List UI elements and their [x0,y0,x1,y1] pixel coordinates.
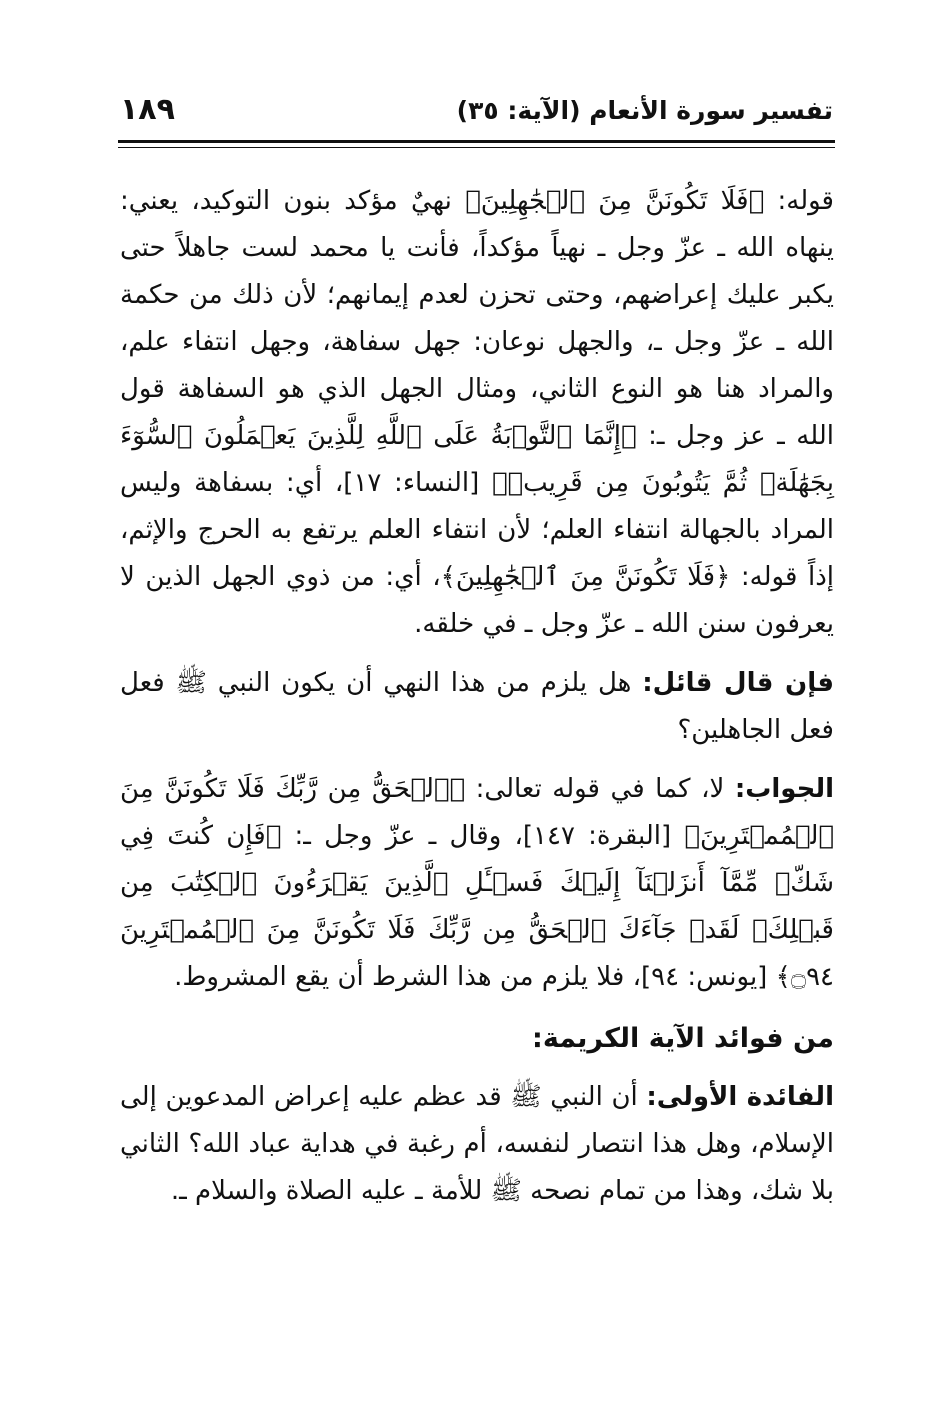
page-body [120,178,834,1215]
running-title: تفسير سورة الأنعام (الآية: ٣٥) [456,96,833,125]
section-heading: من فوائد الآية الكريمة: [532,1023,834,1054]
header-rule-thick [118,140,835,143]
question-text: هل يلزم من هذا النهي أن يكون النبي ﷺ فعل فعل الجاهلين؟ [120,668,834,745]
paragraph-answer [120,766,834,1001]
header-rule-thin [118,147,835,148]
paragraph-question [120,660,834,754]
benefit-lead: الفائدة الأولى: [646,1082,834,1112]
answer-text: لا، كما في قوله تعالى: ﴿ٱلۡحَقُّ مِن رَّبِّكَ فَلَا تَكُونَنَّ مِنَ ٱلۡمُمۡتَرِينَ﴾ [البقرة: ١٤٧]، وقال ـ عزّ وجل ـ: ﴿فَإِن كُنتَ فِي شَكّٖ مِّمَّآ أَنزَلۡنَآ إِلَيۡكَ فَسۡـَٔلِ ٱلَّذِينَ يَقۡرَءُونَ ٱلۡكِتَٰبَ مِن قَبۡلِكَۚ لَقَدۡ جَآءَكَ ٱلۡحَقُّ مِن رَّبِّكَ فَلَا تَكُونَنَّ مِنَ ٱلۡمُمۡتَرِينَ ۝٩٤﴾ [يونس: ٩٤]، فلا يلزم من هذا الشرط أن يقع المشروط. [120,774,834,992]
answer-lead: الجواب: [734,774,834,804]
page-number: ١٨٩ [120,92,175,127]
question-lead: فإن قال قائل: [642,668,834,698]
benefit-text: أن النبي ﷺ قد عظم عليه إعراض المدعوين إلى الإسلام، وهل هذا انتصار لنفسه، أم رغبة في هداية عباد الله؟ الثاني بلا شك، وهذا من تمام نصحه ﷺ للأمة ـ عليه الصلاة والسلام ـ. [120,1082,834,1206]
paragraph-text: قوله: ﴿فَلَا تَكُونَنَّ مِنَ ٱلۡجَٰهِلِينَ﴾ نهيٌ مؤكد بنون التوكيد، يعني: ينهاه الله ـ عزّ وجل ـ نهياً مؤكداً، فأنت يا محمد لست جاهلاً حتى يكبر عليك إعراضهم، وحتى تحزن لعدم إيمانهم؛ لأن ذلك من حكمة الله ـ عزّ وجل ـ، والجهل نوعان: جهل سفاهة، وجهل انتفاء علم، والمراد هنا هو النوع الثاني، ومثال الجهل الذي هو السفاهة قول الله ـ عز وجل ـ: ﴿إِنَّمَا ٱلتَّوۡبَةُ عَلَى ٱللَّهِ لِلَّذِينَ يَعۡمَلُونَ ٱلسُّوٓءَ بِجَهَٰلَةٖ ثُمَّ يَتُوبُونَ مِن قَرِيبٖ﴾ [النساء: ١٧]، أي: بسفاهة وليس المراد بالجهالة انتفاء العلم؛ لأن انتفاء العلم يرتفع به الحرج والإثم، إذاً قوله: ﴿فَلَا تَكُونَنَّ مِنَ ٱلۡجَٰهِلِينَ﴾، أي: من ذوي الجهل الذين لا يعرفون سنن الله ـ عزّ وجل ـ في خلقه. [120,186,834,639]
paragraph-benefit [120,1074,834,1215]
paragraph-commentary [120,178,834,648]
page-header [120,92,833,132]
